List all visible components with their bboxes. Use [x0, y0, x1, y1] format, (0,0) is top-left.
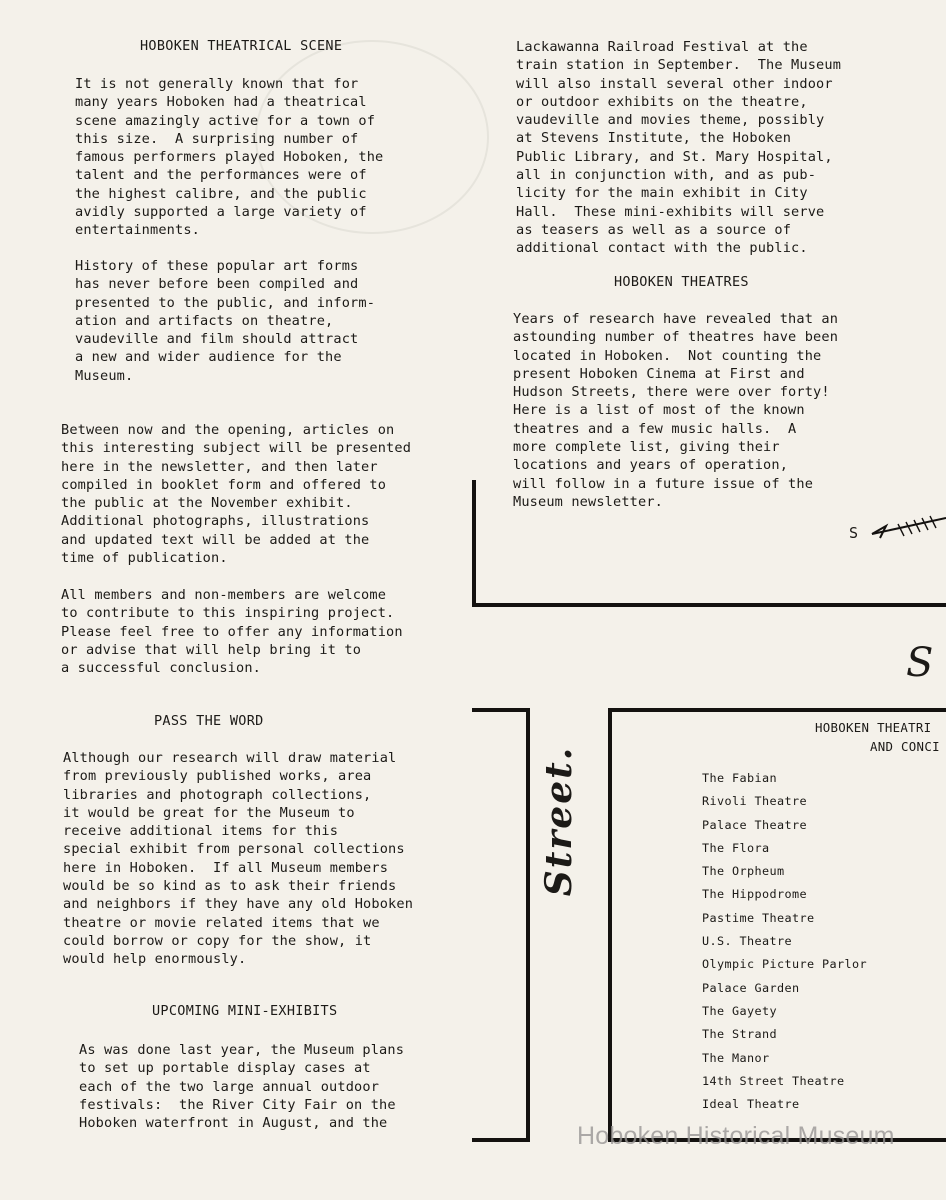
theatre-list-item: Olympic Picture Parlor — [702, 957, 868, 972]
map-street-line — [608, 708, 612, 1140]
paragraph-scene-opening: Between now and the opening, articles on this interesting subject will be presented here in the newsletter, and then later compiled in booklet form and offered to the public at the November exhibit. Additional photographs, illustrations and updated text will be added at the time of publication. — [61, 422, 412, 567]
theatre-list-item: Palace Theatre — [702, 817, 808, 832]
theatre-list-item: The Fabian — [702, 771, 778, 785]
heading-theatrical-scene: HOBOKEN THEATRICAL SCENE — [140, 38, 343, 54]
museum-watermark: Hoboken Historical Museum — [577, 1122, 895, 1150]
theatre-list-item: Ideal Theatre — [702, 1097, 800, 1112]
paragraph-scene-intro: It is not generally known that for many years Hoboken had a theatrical scene amazingly active for a town of this size. A surprising number of famous performers played Hoboken, the talent and the performances were of the highest calibre, and the public avidly supported a large variety of entertainments. — [75, 76, 384, 239]
theatre-list-item: U.S. Theatre — [702, 934, 793, 949]
heading-hoboken-theatres: HOBOKEN THEATRES — [614, 274, 749, 290]
map-street-line — [472, 480, 476, 605]
street-label: Street. — [538, 745, 580, 897]
heading-mini-exhibits: UPCOMING MINI-EXHIBITS — [152, 1003, 338, 1019]
theatre-list — [702, 767, 867, 1116]
theatre-list-item: The Gayety — [702, 1003, 778, 1018]
paragraph-mini-exhibits-continued: Lackawanna Railroad Festival at the train station in September. The Museum will also install several other indoor or outdoor exhibits on the theatre, vaudeville and movies theme, possibly at Stevens Institute, the Hoboken Public Library, and St. Mary Hospital, all in conjunction with, and as pub- licity for the main exhibit in City Hall. These mini-exhibits will serve as teasers as well as a source of additional contact with the public. — [516, 39, 842, 257]
theatre-list-item: 14th Street Theatre — [702, 1073, 845, 1088]
paragraph-mini-exhibits: As was done last year, the Museum plans to set up portable display cases at each of the two large annual outdoor festivals: the River City Fair on the Hoboken waterfront in August, and the — [79, 1042, 405, 1132]
theatre-list-item: The Hippodrome — [702, 887, 808, 902]
list-title-line1: HOBOKEN THEATRI — [815, 720, 932, 735]
paragraph-scene-contribute: All members and non-members are welcome to contribute to this inspiring project. Please feel free to offer any information or advise that will help bring it to a successful conclusion. — [61, 587, 403, 677]
map-street-line — [472, 708, 528, 712]
theatre-list-item: The Manor — [702, 1050, 770, 1065]
map-street-line — [608, 708, 946, 712]
paragraph-hoboken-theatres: Years of research have revealed that an astounding number of theatres have been located in Hoboken. Not counting the present Hoboken Cinema at First and Hudson Streets, there were over forty! Here is a list of most of the known theatres and a few music halls. A more complete list, giving their locations and years of operation, will follow in a future issue of the Museum newsletter. — [513, 311, 839, 510]
map-street-line — [472, 603, 946, 607]
theatre-list-item: The Orpheum — [702, 864, 785, 879]
map-street-line — [526, 708, 530, 1140]
compass-arrow-icon — [868, 508, 946, 548]
theatre-list-item: Palace Garden — [702, 980, 800, 995]
compass-direction-label: S — [849, 524, 859, 542]
paragraph-pass-the-word: Although our research will draw material from previously published works, area libraries and photograph collections, it would be great for the Museum to receive additional items for this special exhibit from personal collections here in Hoboken. If all Museum members would be so kind as to ask their friends and neighbors if they have any old Hoboken theatre or movie related items that we could borrow or copy for the show, it would help enormously. — [63, 750, 414, 968]
map-street-initial: S — [906, 640, 934, 686]
theatre-list-item: The Flora — [702, 840, 770, 855]
paragraph-scene-history: History of these popular art forms has never before been compiled and presented to the public, and inform- ation and artifacts on theatre, vaudeville and film should attract a new and wider audience for the Museum. — [75, 258, 376, 384]
theatre-list-item: Pastime Theatre — [702, 910, 815, 925]
heading-pass-the-word: PASS THE WORD — [154, 713, 264, 729]
list-title-line2: AND CONCI — [870, 739, 940, 754]
theatre-list-item: The Strand — [702, 1027, 778, 1042]
map-street-line — [472, 1138, 530, 1142]
theatre-list-item: Rivoli Theatre — [702, 794, 808, 809]
